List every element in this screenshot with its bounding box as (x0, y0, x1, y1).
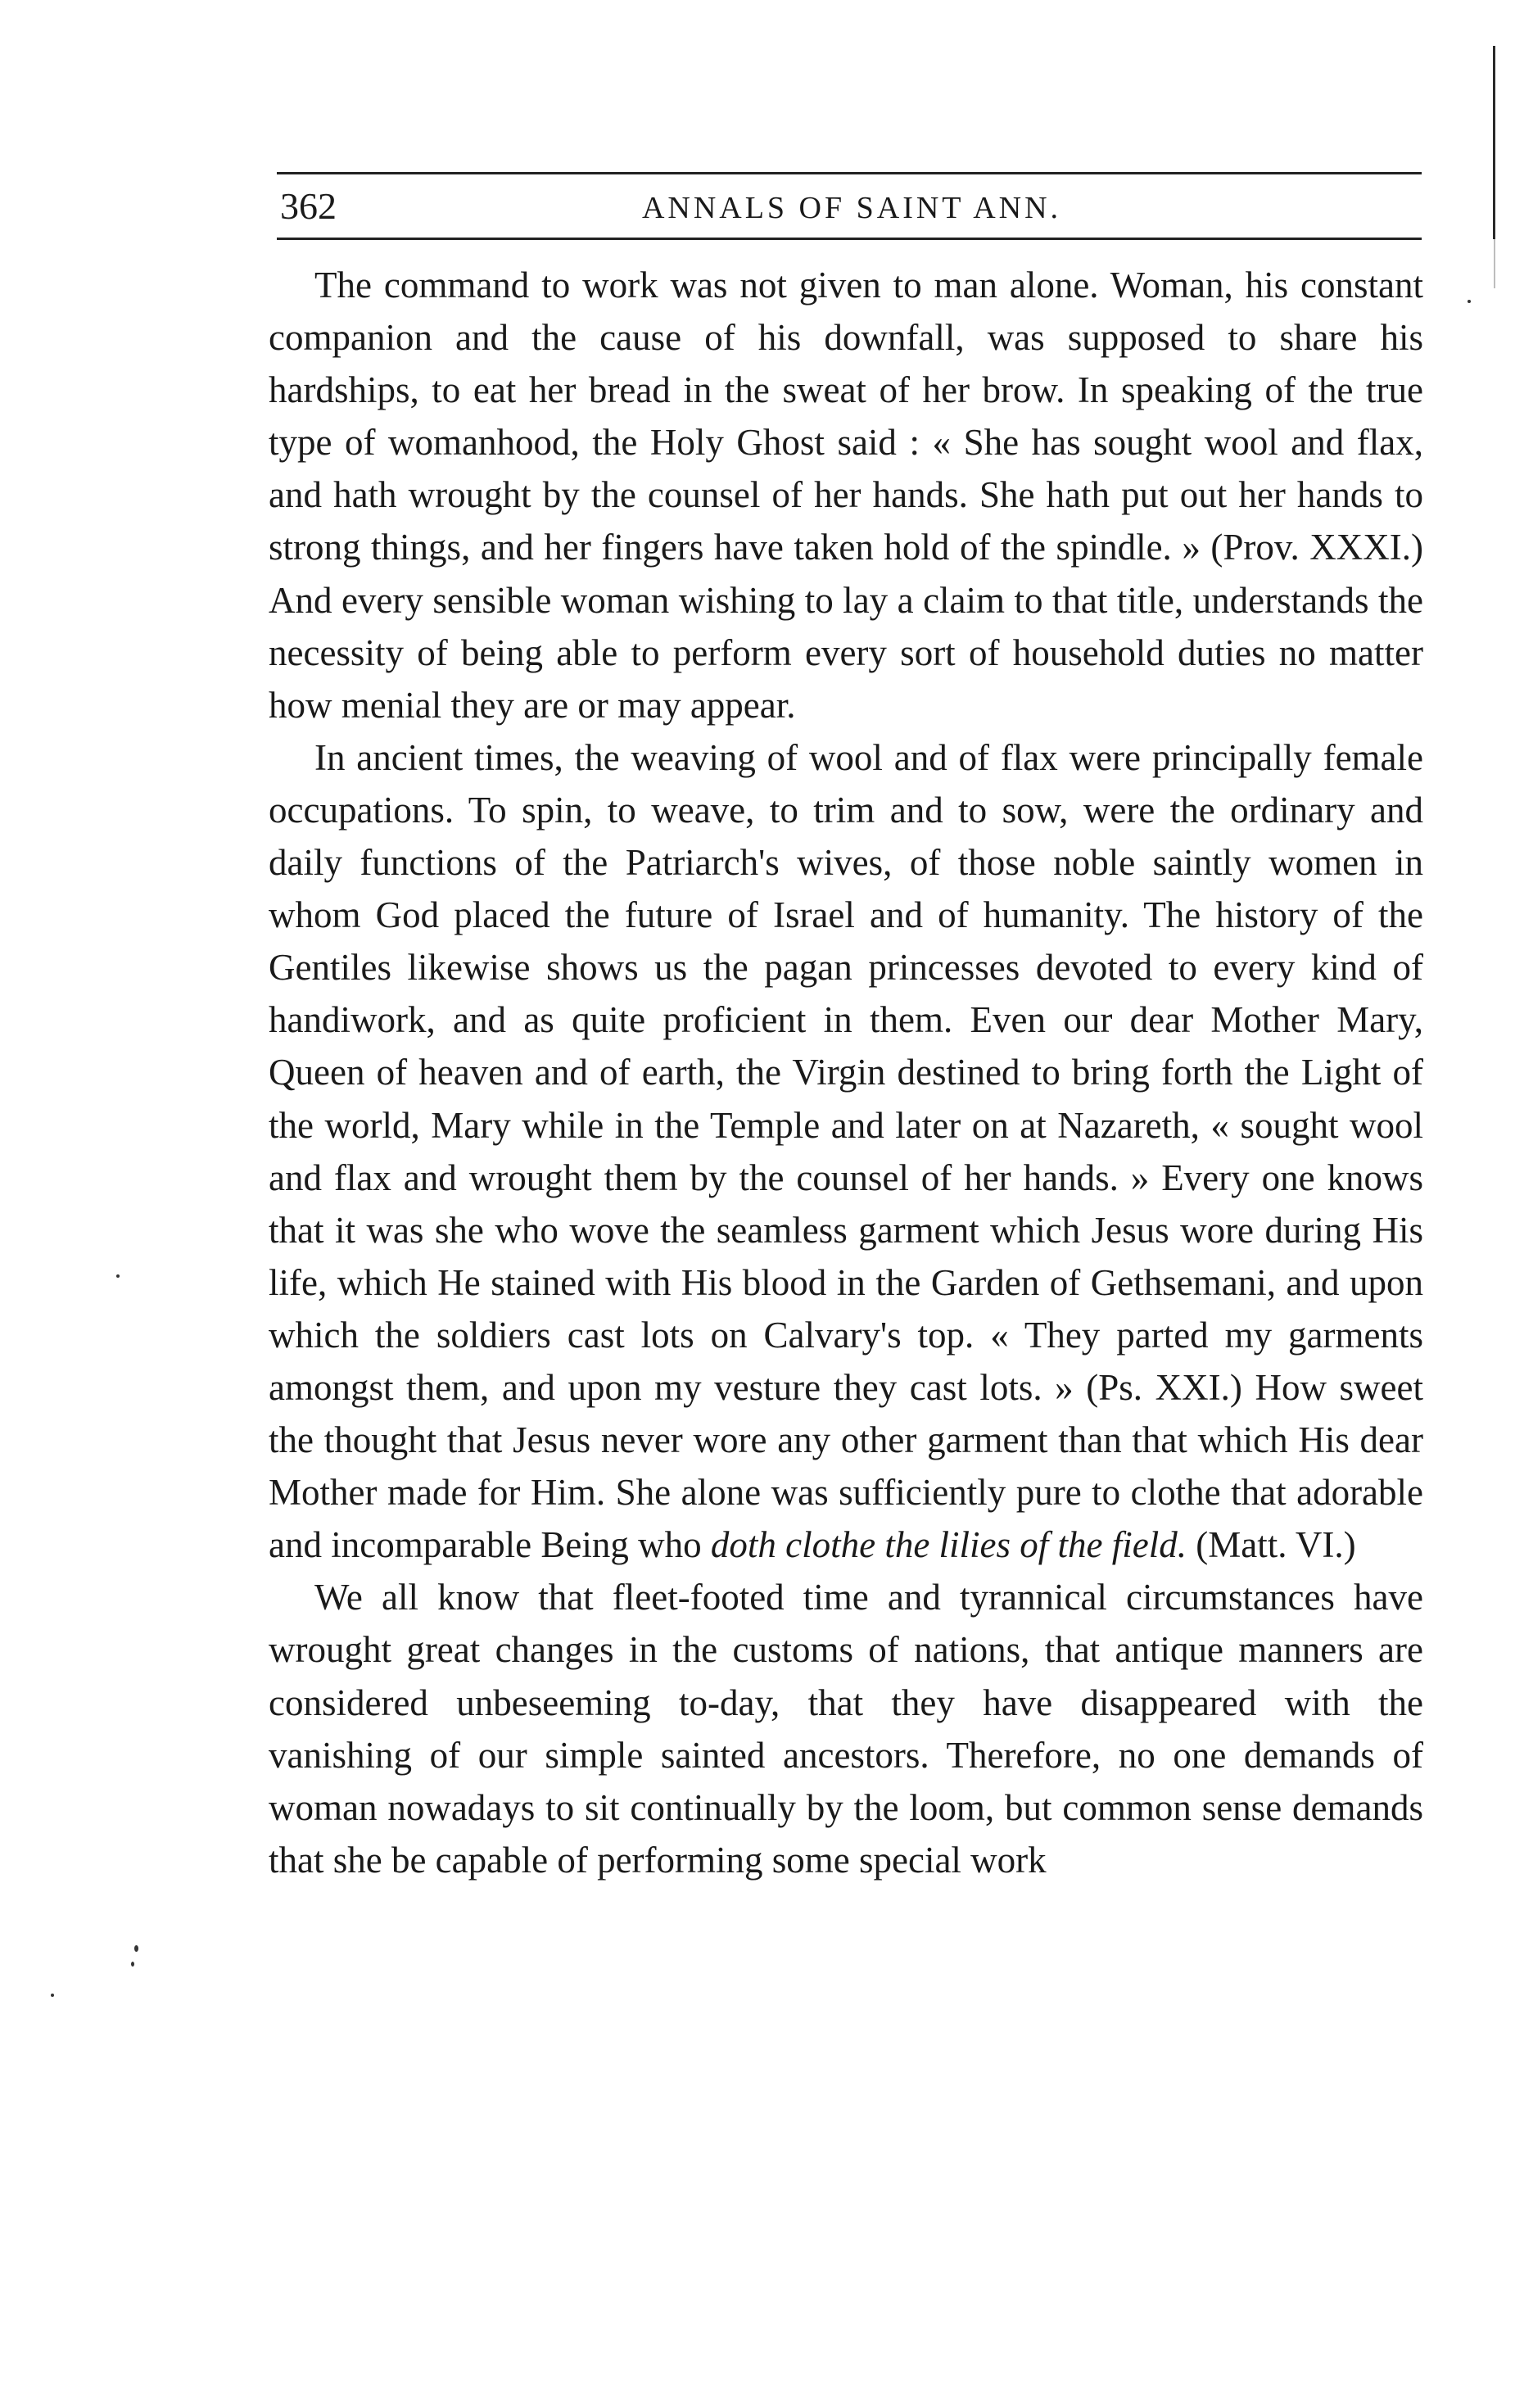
italic-quote: doth clothe the lilies of the field. (710, 1524, 1187, 1566)
page-number: 362 (280, 185, 337, 227)
scan-edge-line-faint (1494, 239, 1495, 288)
scan-speck (1468, 300, 1471, 303)
header-rule-top (277, 172, 1422, 174)
body-text (269, 259, 1423, 1886)
running-head: ANNALS OF SAINT ANN. (641, 191, 1062, 225)
scan-speck (116, 1274, 120, 1278)
paragraph-text: The command to work was not given to man alone. Woman, his constant companion and the cause of his downfall, was supposed to share his hardships, to eat her bread in the sweat of her brow. In speaking of the true type of womanhood, the Holy Ghost said : « She has sought wool and flax, and hath wrought by the counsel of her hands. She hath put out her hands to strong things, and her fingers have taken hold of the spindle. » (Prov. XXXI.) And every sensible woman wishing to lay a claim to that title, understands the necessity of being able to perform every sort of household duties no matter how menial they are or may appear. (269, 265, 1423, 726)
header-rule-bottom (277, 238, 1422, 240)
paragraph (269, 1571, 1423, 1886)
scripture-reference: (Matt. VI.) (1196, 1524, 1356, 1566)
paragraph (269, 731, 1423, 1572)
scan-edge-line (1493, 46, 1495, 239)
scan-speck (134, 1945, 138, 1952)
scan-speck (131, 1962, 134, 1967)
paragraph-text: We all know that fleet-footed time and tyrannical circumstances have wrought great changes in the customs of nations, that antique manners are considered unbeseeming to-day, that they have disappeared with the vanishing of our simple sainted ancestors. Therefore, no one demands of woman nowadays to sit continually by the loom, but common sense demands that she be capable of performing some special work (269, 1577, 1423, 1881)
paragraph (269, 259, 1423, 731)
paragraph-text: In ancient times, the weaving of wool and of flax were principally female occupations. To spin, to weave, to trim and to sow, were the ordinary and daily functions of the Patriarch's wives, of those noble saintly women in whom God placed the future of Israel and of humanity. The history of the Gentiles likewise shows us the pagan princesses devoted to every kind of handiwork, and as quite proficient in them. Even our dear Mother Mary, Queen of heaven and of earth, the Virgin destined to bring forth the Light of the world, Mary while in the Temple and later on at Nazareth, « sought wool and flax and wrought them by the counsel of her hands. » Every one knows that it was she who wove the seamless garment which Jesus wore during His life, which He stained with His blood in the Garden of Gethsemani, and upon which the soldiers cast lots on Calvary's top. « They parted my garments amongst them, and upon my vesture they cast lots. » (Ps. XXI.) How sweet the thought that Jesus never wore any other garment than that which His dear Mother made for Him. She alone was sufficiently pure to clothe that adorable and incomparable Being who (269, 736, 1423, 1566)
scan-speck (51, 1994, 54, 1997)
